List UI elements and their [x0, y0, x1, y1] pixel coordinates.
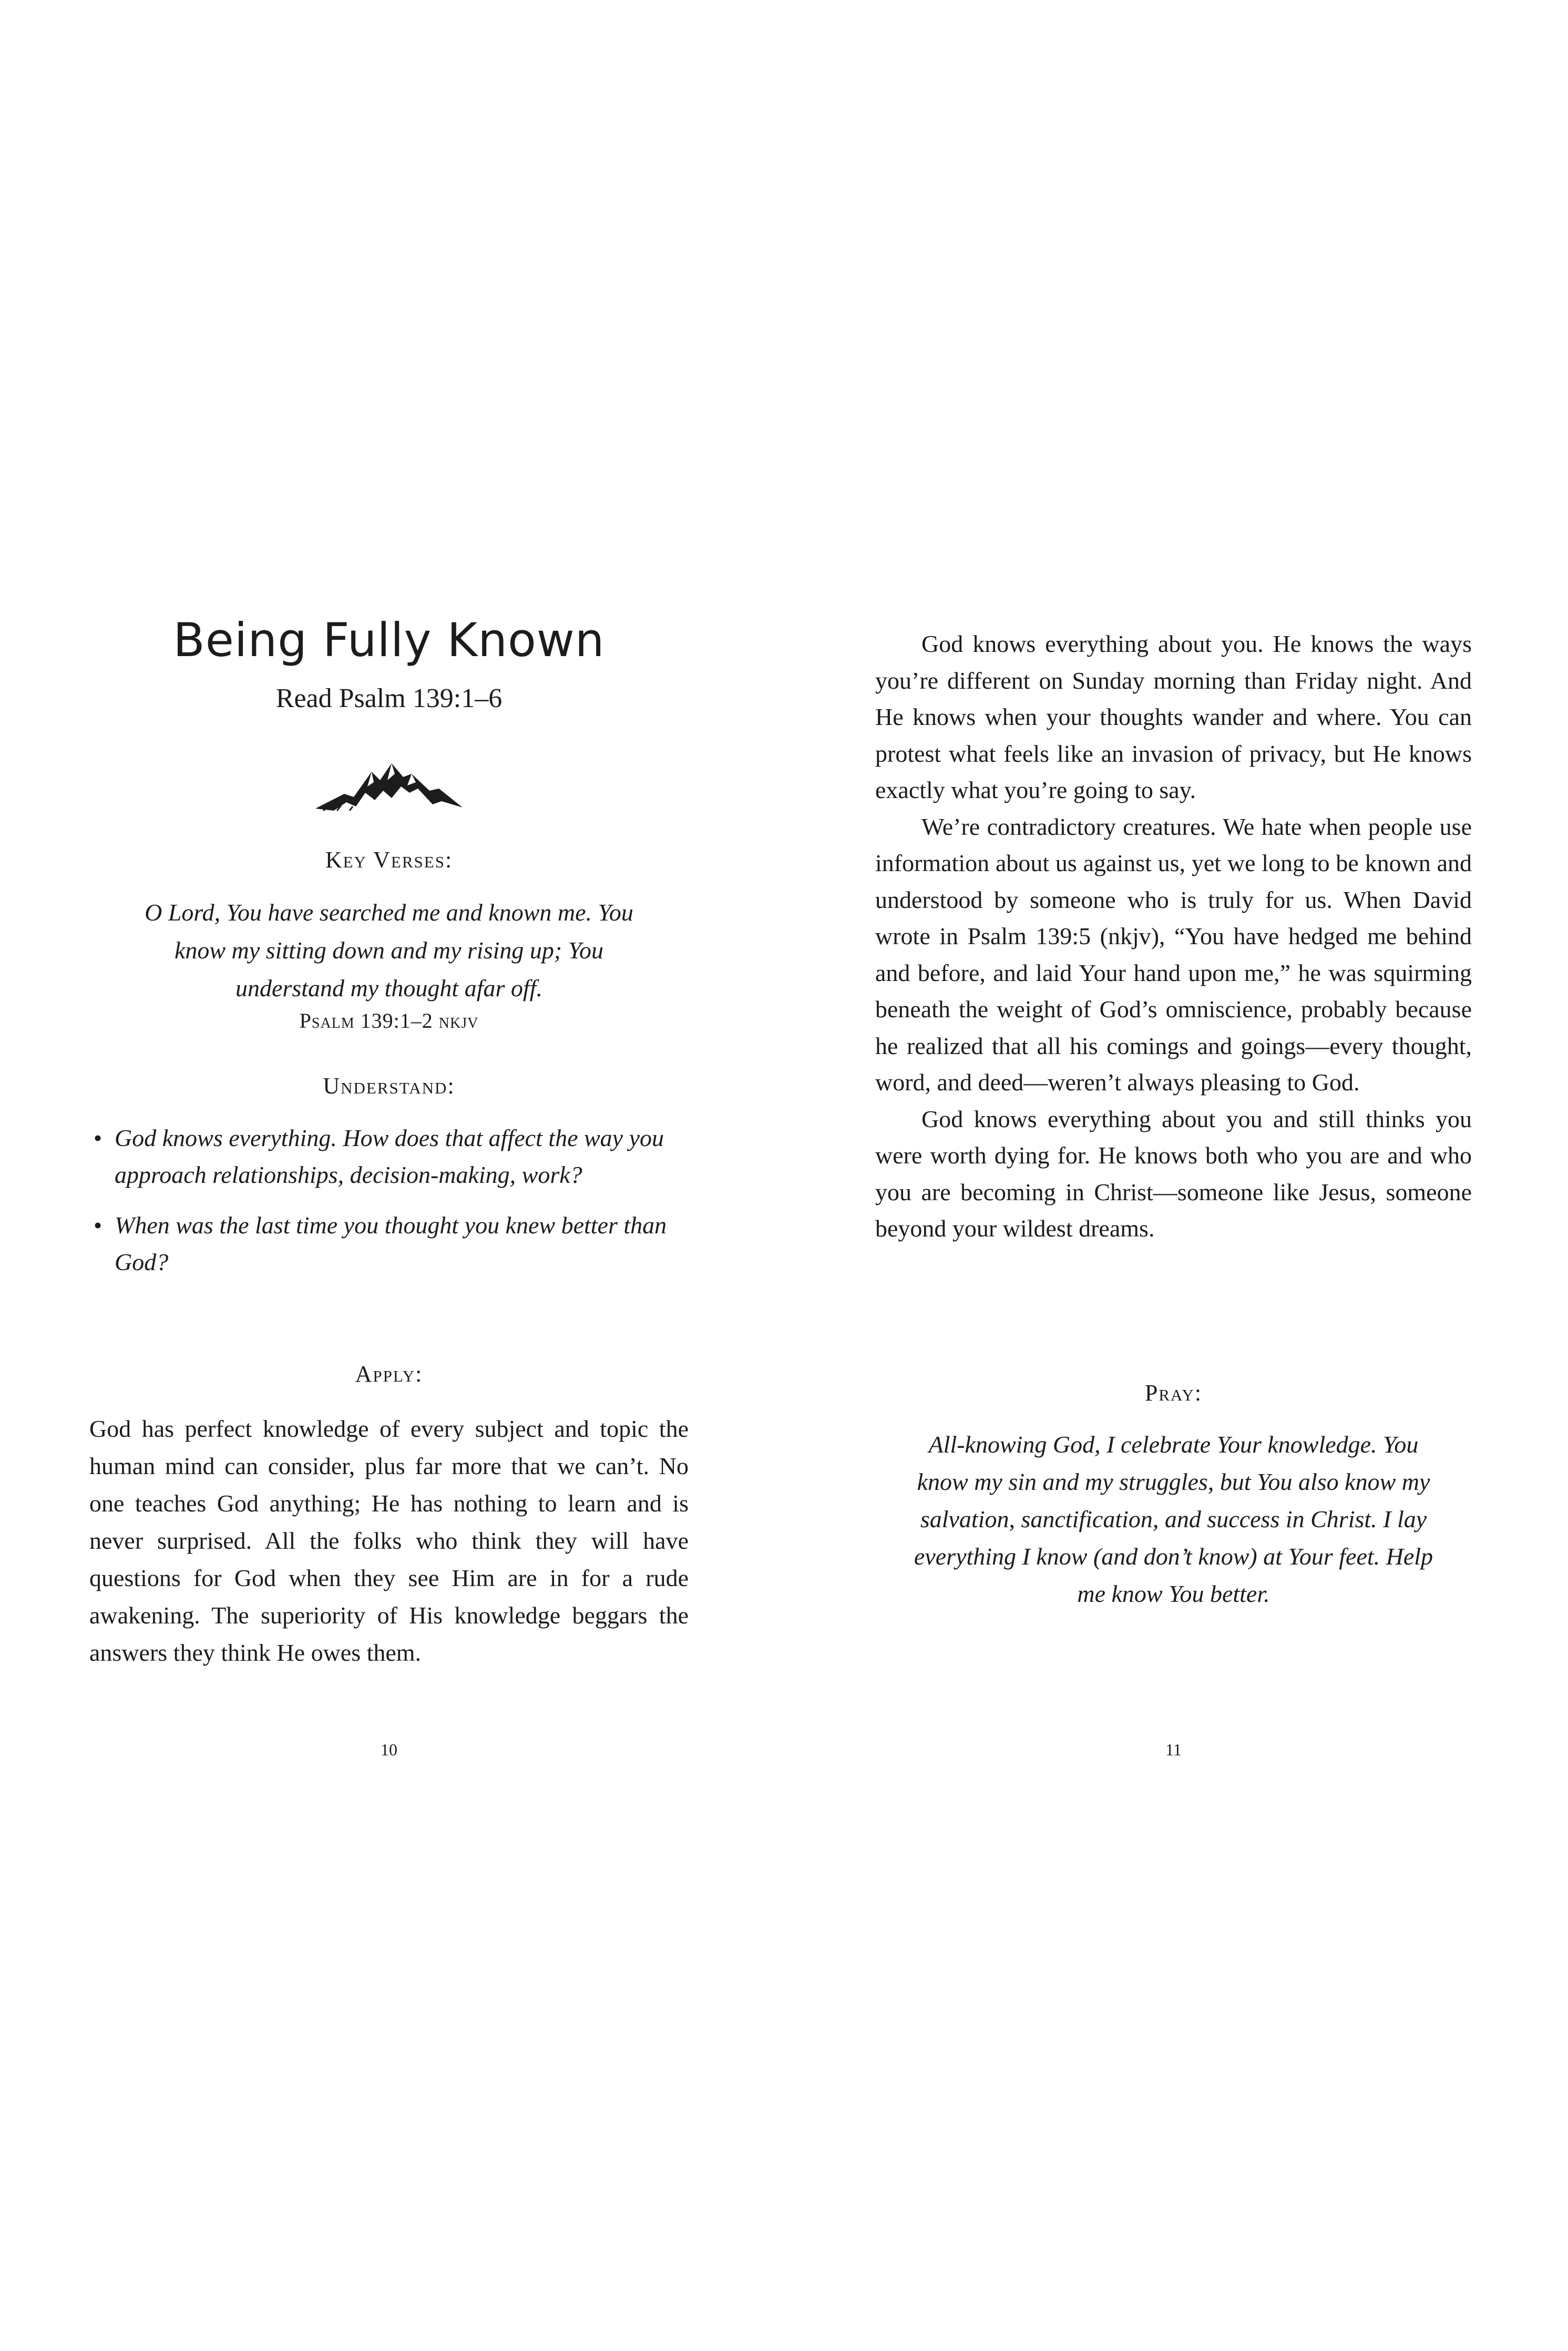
left-page [89, 0, 689, 2351]
pray-heading: Pray: [1144, 1380, 1203, 1406]
mountain-range-icon [313, 756, 465, 814]
bullet-icon: • [94, 1212, 103, 1239]
understand-item [89, 1120, 668, 1193]
understand-item [89, 1207, 668, 1281]
body-text [875, 626, 1472, 1247]
key-verse-text: O Lord, You have searched me and known me. You know my sitting down and my rising up; You understand my thought afar off. [145, 899, 633, 1001]
apply-heading: Apply: [355, 1361, 423, 1387]
body-paragraph: God knows everything about you. He knows the ways you’re different on Sunday morning than Friday night. And He knows when your thoughts wander and where. You can protest what feels like an invasion of privacy, but He knows exactly what you’re going to say. [875, 630, 1472, 803]
prayer-text: All-knowing God, I celebrate Your knowledge. You know my sin and my struggles, but You also know my salvation, sanctification, and success in Christ. I lay everything I know (and don’t know) at Your feet. Help me know You better. [914, 1431, 1433, 1607]
understand-item-text: When was the last time you thought you knew better than God? [115, 1212, 667, 1275]
page-number: 11 [1165, 1740, 1182, 1759]
body-paragraph: We’re contradictory creatures. We hate when people use information about us against us, yet we long to be known and understood by someone who is truly for us. When David wrote in Psalm 139:5 (nkjv), “You have hedged me behind and before, and laid Your hand upon me,” he was squirming beneath the weight of God’s omniscience, probably because he realized that all his comings and goings—every thought, word, and deed—weren’t always pleasing to God. [875, 813, 1472, 1096]
page-number: 10 [381, 1740, 397, 1759]
apply-paragraph: God has perfect knowledge of every subject and topic the human mind can consider, plus far more that we can’t. No one teaches God anything; He has nothing to learn and is never surprised. All the folks who think they will have questions for God when they see Him are in for a rude awakening. The superiority of His knowledge beggars the answers they think He owes them. [89, 1415, 689, 1666]
key-verses-heading: Key Verses: [325, 847, 453, 873]
key-verse-reference: Psalm 139:1–2 nkjv [299, 1009, 479, 1033]
understand-heading: Understand: [323, 1073, 455, 1099]
understand-item-text: God knows everything. How does that affect the way you approach relationships, decision-making, work? [115, 1125, 664, 1188]
right-page [875, 0, 1472, 2351]
bullet-icon: • [94, 1125, 103, 1151]
page-title: Being Fully Known [173, 613, 605, 667]
body-paragraph: God knows everything about you and still thinks you were worth dying for. He knows both who you are and who you are becoming in Christ—someone like Jesus, someone beyond your wildest dreams. [875, 1105, 1472, 1242]
understand-list [89, 1120, 668, 1294]
reading-reference: Read Psalm 139:1–6 [275, 683, 503, 713]
